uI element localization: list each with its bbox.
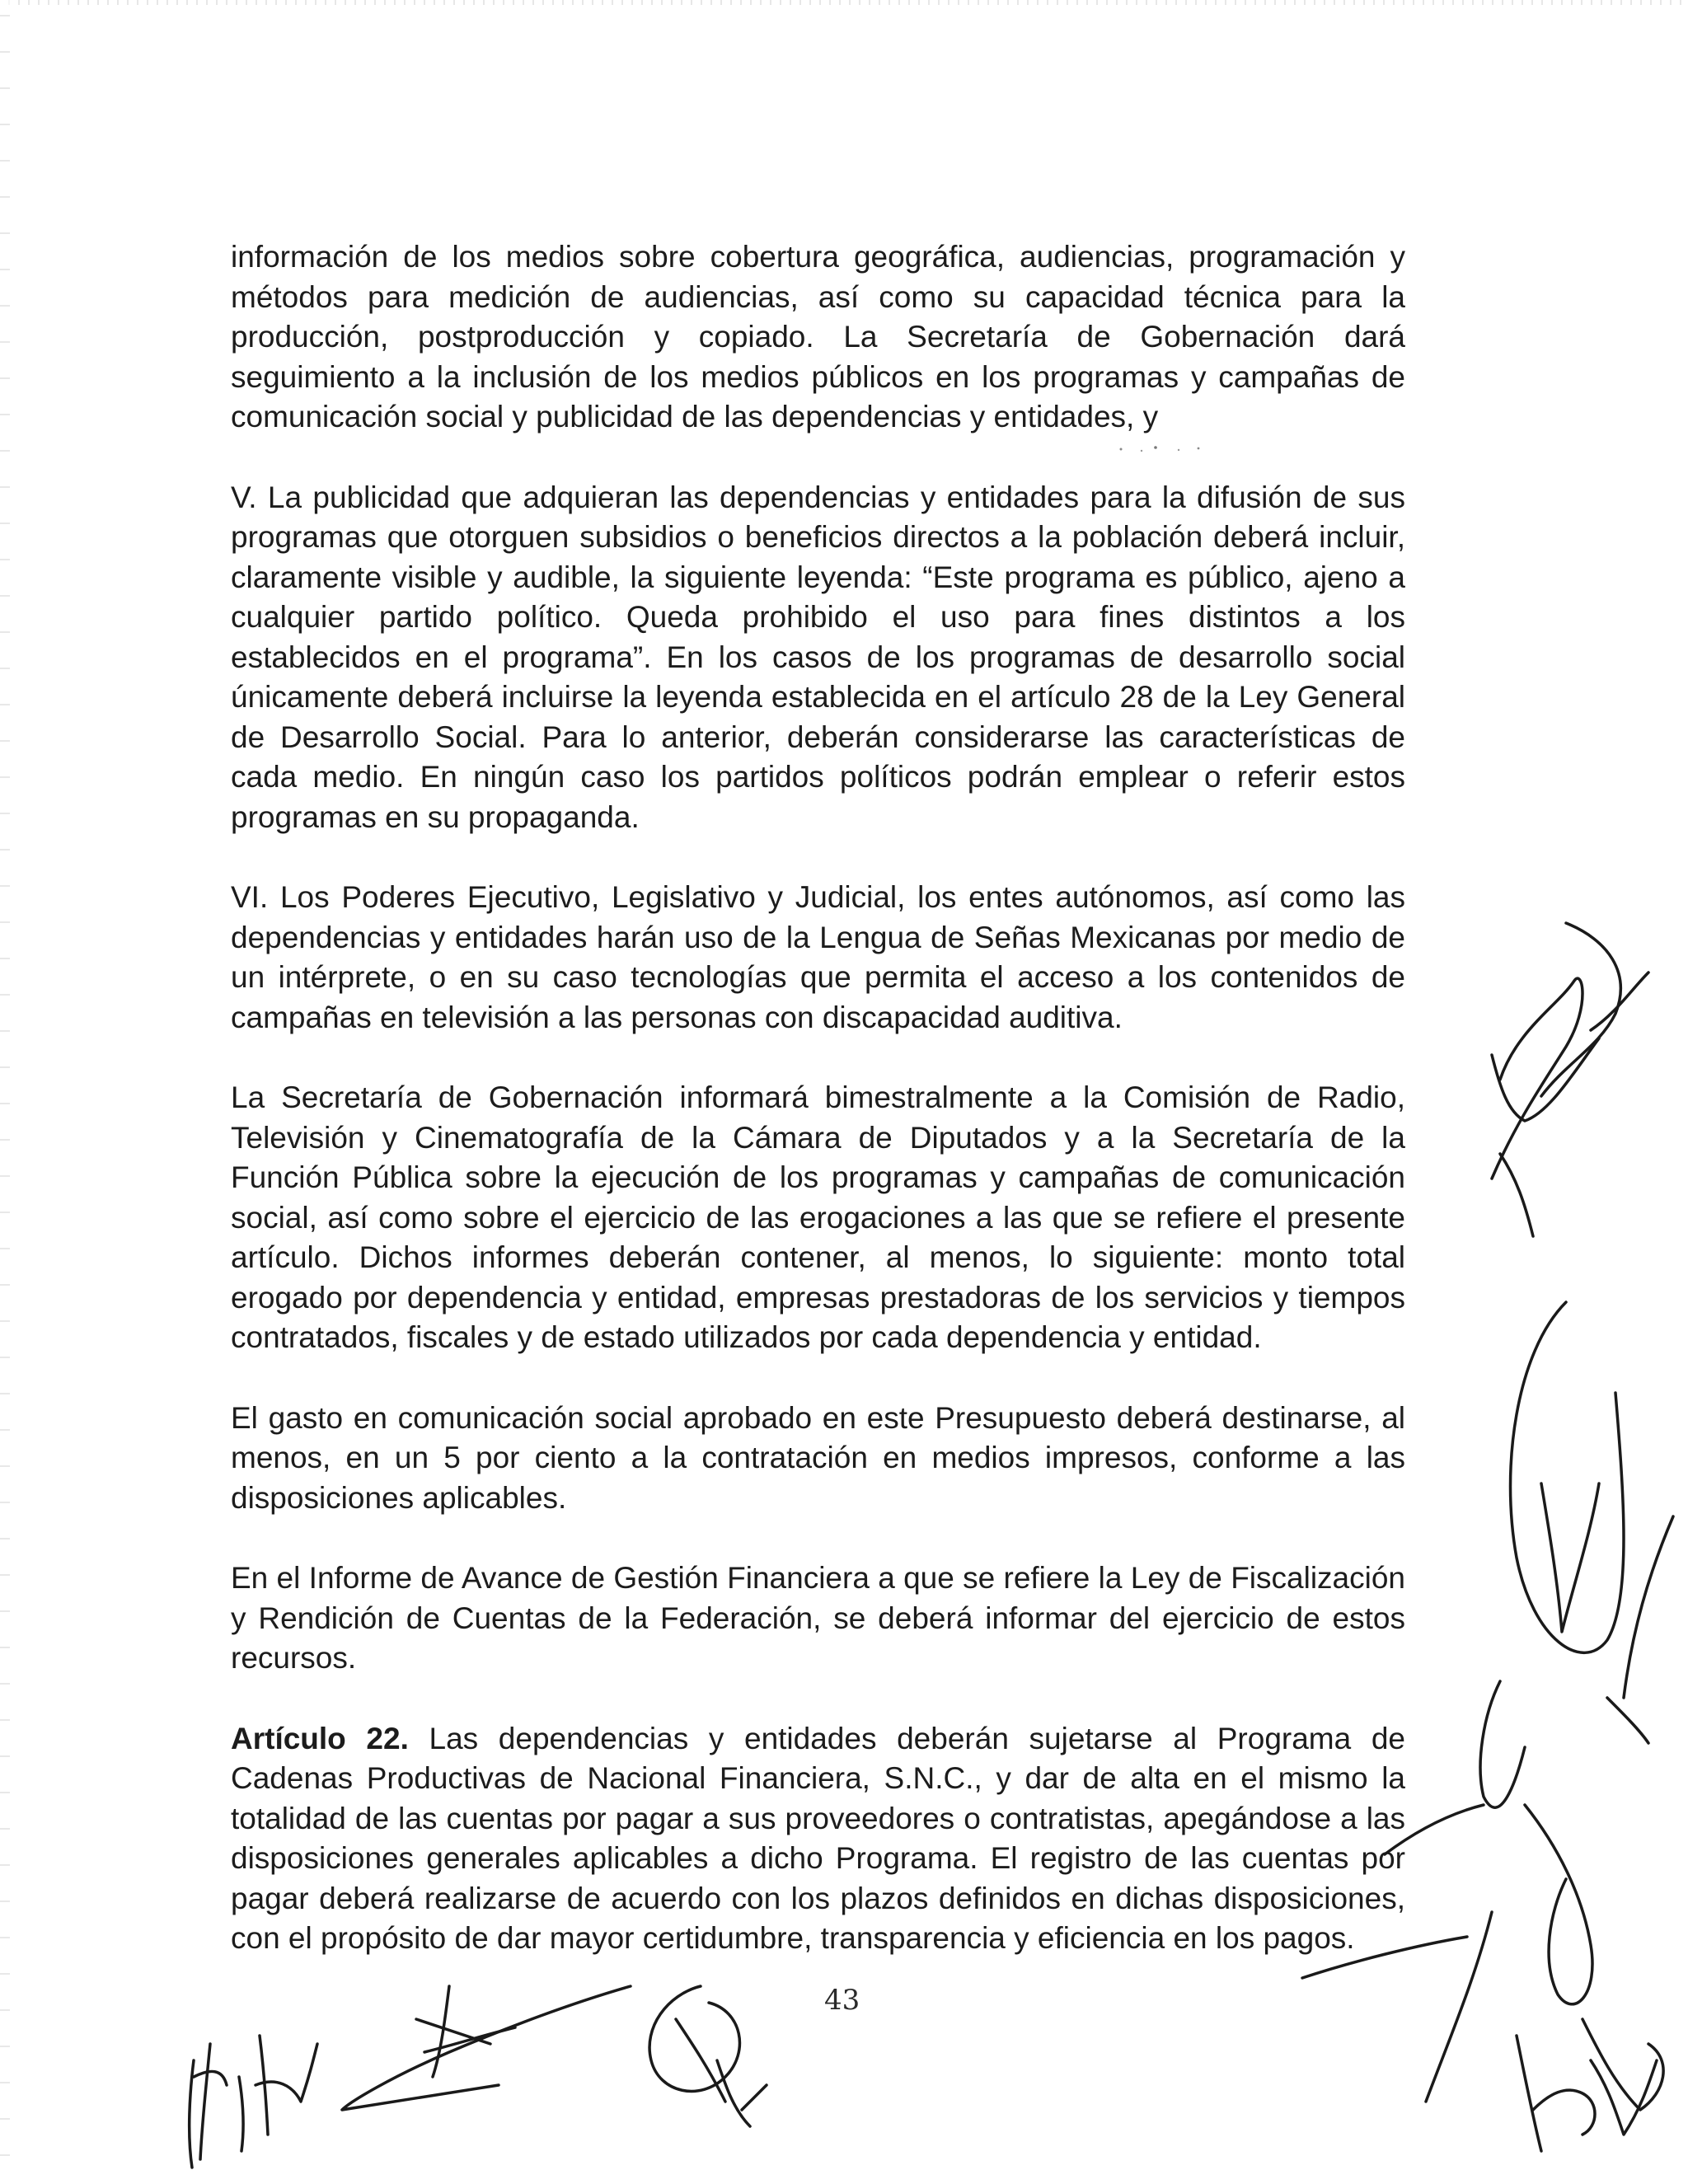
paragraph-continuation: información de los medios sobre cobertura geográfica, audiencias, programación y métodos para medición de audiencias, así como su capacidad técnica para la producción, postproducción y copiado. La Secretaría de Gobernación dará seguimiento a la inclusión de los medios públicos en los programas y campañas de comunicación social y publicidad de las dependencias y entidades, y: [231, 240, 1405, 434]
page-number: 43: [824, 1984, 860, 2017]
article-label: Artículo 22.: [231, 1721, 409, 1755]
signature-bottom-left: [177, 2011, 326, 2176]
scan-edge-top: [0, 0, 1688, 5]
document-body: [231, 237, 1405, 1999]
paragraph-articulo-22: [231, 1719, 1405, 1959]
signature-right-top: [1467, 907, 1665, 1253]
signature-bottom-right: [626, 1970, 775, 2135]
paragraph-fraction-v: V. La publicidad que adquieran las dependencias y entidades para la difusión de sus programas que otorguen subsidios o beneficios directos a la población deberá incluir, claramente visible y audible, la siguiente leyenda: “Este programa es público, ajeno a cualquier partido político. Queda prohibido el uso para fines distintos a los establecidos en el programa”. En los casos de los programas de desarrollo social únicamente deberá incluirse la leyenda establecida en el artículo 28 de la Ley General de Desarrollo Social. Para lo anterior, deberán considerarse las características de cada medio. En ningún caso los partidos políticos podrán emplear o referir estos programas en su propaganda.: [231, 480, 1405, 834]
signature-bottom-center: [326, 1970, 639, 2126]
paragraph-informe-avance: En el Informe de Avance de Gestión Financiera a que se refiere la Ley de Fiscalización y Rendición de Cuentas de la Federación, se deberá informar del ejercicio de estos recursos.: [231, 1561, 1405, 1675]
signature-far-right-bottom: [1500, 2011, 1665, 2159]
paragraph-fraction-vi: VI. Los Poderes Ejecutivo, Legislativo y Judicial, los entes autónomos, así como las dependencias y entidades harán uso de la Lengua de Señas Mexicanas por medio de un intérprete, o en su caso tecnologías que permita el acceso a los contenidos de campañas en televisión a las personas con discapacidad auditiva.: [231, 880, 1405, 1034]
scan-edge-left: [0, 0, 10, 2184]
article-text: Las dependencias y entidades deberán sujetarse al Programa de Cadenas Productivas de Nacional Financiera, S.N.C., y dar de alta en el mismo la totalidad de las cuentas por pagar a sus proveedores o contratistas, apegándose a las disposiciones generales aplicables a dicho Programa. El registro de las cuentas por pagar deberá realizarse de acuerdo con los plazos definidos en dichas disposiciones, con el propósito de dar mayor certidumbre, transparencia y eficiencia en los pagos.: [231, 1721, 1405, 1955]
paragraph-secretaria-informe: La Secretaría de Gobernación informará bimestralmente a la Comisión de Radio, Televisión y Cinematografía de la Cámara de Diputados y a la Secretaría de la Función Pública sobre la ejecución de los programas y campañas de comunicación social, así como sobre el ejercicio de las erogaciones a las que se refiere el presente artículo. Dichos informes deberán contener, al menos, lo siguiente: monto total erogado por dependencia y entidad, empresas prestadoras de los servicios y tiempos contratados, fiscales y de estado utilizados por cada dependencia y entidad.: [231, 1080, 1405, 1354]
paragraph-gasto-comunicacion: El gasto en comunicación social aprobado en este Presupuesto deberá destinarse, al menos, en un 5 por ciento a la contratación en medios impresos, conforme a las disposiciones aplicables.: [231, 1400, 1405, 1515]
scan-speck: [1113, 441, 1212, 457]
